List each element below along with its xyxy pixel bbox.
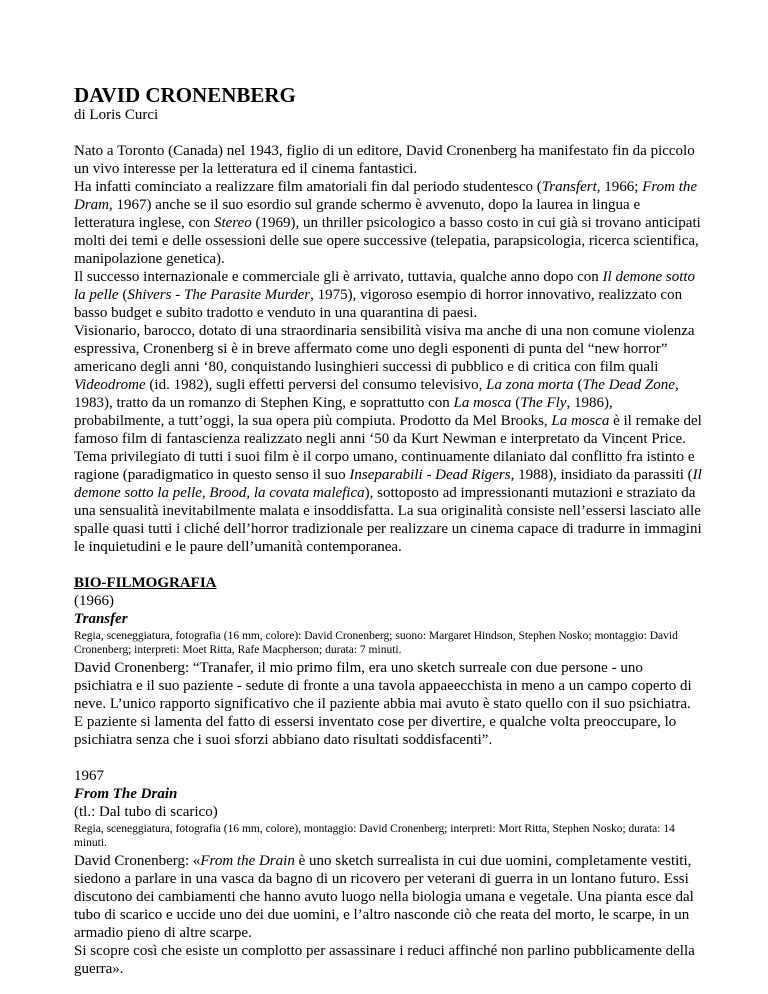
text-run: è uno sketch surrealista in cui due uomini, completamente vestiti, siedono a parlare in una vasca da bagno di un ricovero per veterani di guerra in un lontano futuro. Essi discutono dei cambiamenti che hanno avuto luogo nella biologia umana e vegetale. Una pianta esce dal tubo di scarico e uccide uno dei due uomini, e l’altro nasconde ciò che reata del morto, le scarpe, in un armadio pieno di altre scarpe. bbox=[74, 853, 694, 941]
film-title-italic: La mosca bbox=[453, 395, 512, 411]
text-run: , 1988), insidiato da parassiti ( bbox=[510, 467, 693, 483]
text-run: David Cronenberg: « bbox=[74, 853, 201, 869]
film-title-italic: Shivers - The Parasite Murder bbox=[127, 287, 311, 303]
text-run: (1969), un thriller psicologico a basso costo in cui già si trovano anticipati molti dei temi e delle ossessioni delle sue opere successive (telepatia, parapsicologia, ricerca scientifica, manipolazione genetica). bbox=[74, 215, 701, 267]
intro-paragraph-3 bbox=[74, 268, 702, 322]
film-title-italic: Il demone sotto la pelle bbox=[74, 269, 696, 303]
intro-paragraph-5 bbox=[74, 448, 702, 556]
film-year: (1966) bbox=[74, 593, 114, 609]
author-line: di Loris Curci bbox=[74, 107, 159, 123]
intro-paragraph-1: Nato a Toronto (Canada) nel 1943, figlio di un editore, David Cronenberg ha manifestato fin da piccolo un vivo interesse per la letteratura ed il cinema fantastici. bbox=[74, 143, 695, 177]
text-run: , 1966; bbox=[596, 179, 643, 195]
film-title-italic: From the Dram bbox=[74, 179, 698, 213]
text-run: (id. 1982), sugli effetti perversi del consumo televisivo, bbox=[145, 377, 487, 393]
text-run: Visionario, barocco, dotato di una straordinaria sensibilità visiva ma anche di una non comune violenza espressiva, Cronenberg si è in breve affermato come uno degli esponenti di punta del “new horror” americano degli anni ‘80, conquistando lusinghieri successi di pubblico e di critica con film quali bbox=[74, 323, 695, 375]
text-run: ( bbox=[573, 377, 583, 393]
film-title-italic: Il demone sotto la pelle bbox=[74, 467, 702, 501]
film-entry-1967 bbox=[74, 767, 702, 978]
text-run: , 1983), tratto da un romanzo di Stephen King, e soprattutto con bbox=[74, 377, 679, 411]
text-run: , 1986), probabilmente, a tutt’oggi, la sua opera più compiuta. Prodotto da Mel Brooks, bbox=[74, 395, 613, 429]
text-run: ( bbox=[511, 395, 521, 411]
film-title-italic: Brood, la covata malefica bbox=[209, 485, 365, 501]
text-run: Tema privilegiato di tutti i suoi film è il corpo umano, continuamente dilaniato dal conflitto fra istinto e ragione (paradigmatico in questo senso il suo bbox=[74, 449, 695, 483]
film-quote-continuation: Si scopre così che esiste un complotto per assassinare i reduci affinché non parlino pubblicamente della guerra». bbox=[74, 943, 695, 977]
film-quote bbox=[74, 852, 702, 942]
film-quote: David Cronenberg: “Tranafer, il mio primo film, era uno sketch surreale con due persone - uno psichiatra e il suo paziente - sedute di fronte a una tavola appaeecchista in meno a un campo coperto di neve. L’unico rapporto significativo che il paziente abbia mai avuto è stato quello con il suo psichiatra. E paziente si lamenta del fatto di essersi inventato cose per divertire, e qualche volta preoccupare, lo psichiatra senza che i suoi sforzi abbiano dato risultati soddisfacenti”. bbox=[74, 660, 692, 748]
text-run: è il remake del famoso film di fantascienza realizzato negli anni ‘50 da Kurt Newman e interpretato da Vincent Price. bbox=[74, 413, 702, 447]
film-credits: Regia, sceneggiatura, fotografia (16 mm, colore): David Cronenberg; suono: Margaret Hindson, Stephen Nosko; montaggio: David Cronenberg; interpreti: Moet Ritta, Rafe Macpherson; durata: 7 minuti. bbox=[74, 630, 678, 656]
film-title: From The Drain bbox=[74, 786, 178, 802]
text-run: Il successo internazionale e commerciale gli è arrivato, tuttavia, qualche anno dopo con bbox=[74, 269, 603, 285]
intro-paragraph-2 bbox=[74, 178, 702, 268]
spacer bbox=[74, 749, 702, 767]
section-heading-biofilmografia: BIO-FILMOGRAFIA bbox=[74, 575, 217, 591]
text-run: ), sottoposto ad impressionanti mutazioni e straziato da una sensualità inevitabilmente malata e insoddisfatta. La sua originalità consiste nell’essersi lasciato alle spalle quasi tutti i cliché dell’horror tradizionale per realizzare un cinema capace di tradurre in immagini le inquietudini e le paure dell’umanità contemporanea. bbox=[74, 485, 702, 555]
film-title: Transfer bbox=[74, 611, 128, 627]
film-year: 1967 bbox=[74, 768, 104, 784]
text-run: Ha infatti cominciato a realizzare film amatoriali fin dal periodo studentesco ( bbox=[74, 179, 542, 195]
intro-paragraph-4 bbox=[74, 322, 702, 448]
text-run: , 1967) anche se il suo esordio sul grande schermo è avvenuto, dopo la laurea in lingua e letteratura inglese, con bbox=[74, 197, 641, 231]
document-title: DAVID CRONENBERG bbox=[74, 83, 296, 107]
film-title-italic: La zona morta bbox=[486, 377, 574, 393]
film-title-italic: Stereo bbox=[213, 215, 252, 231]
film-title-italic: From the Drain bbox=[200, 853, 295, 869]
film-subtitle: (tl.: Dal tubo di scarico) bbox=[74, 804, 218, 820]
film-credits: Regia, sceneggiatura, fotografia (16 mm, colore), montaggio: David Cronenberg; interpreti: Mort Ritta, Stephen Nosko; durata: 14 minuti. bbox=[74, 823, 675, 849]
film-entry-1966 bbox=[74, 592, 702, 749]
film-title-italic: The Fly bbox=[520, 395, 567, 411]
film-title-italic: Inseparabili - Dead Rigers bbox=[349, 467, 511, 483]
film-title-italic: Videodrome bbox=[74, 377, 146, 393]
document-page bbox=[74, 84, 702, 978]
text-run: , bbox=[201, 485, 210, 501]
film-title-italic: Transfert bbox=[541, 179, 597, 195]
film-title-italic: La mosca bbox=[551, 413, 610, 429]
text-run: ( bbox=[118, 287, 128, 303]
text-run: , 1975), vigoroso esempio di horror innovativo, realizzato con basso budget e subito tradotto e venduto in una quarantina di paesi. bbox=[74, 287, 683, 321]
film-title-italic: The Dead Zone bbox=[582, 377, 675, 393]
